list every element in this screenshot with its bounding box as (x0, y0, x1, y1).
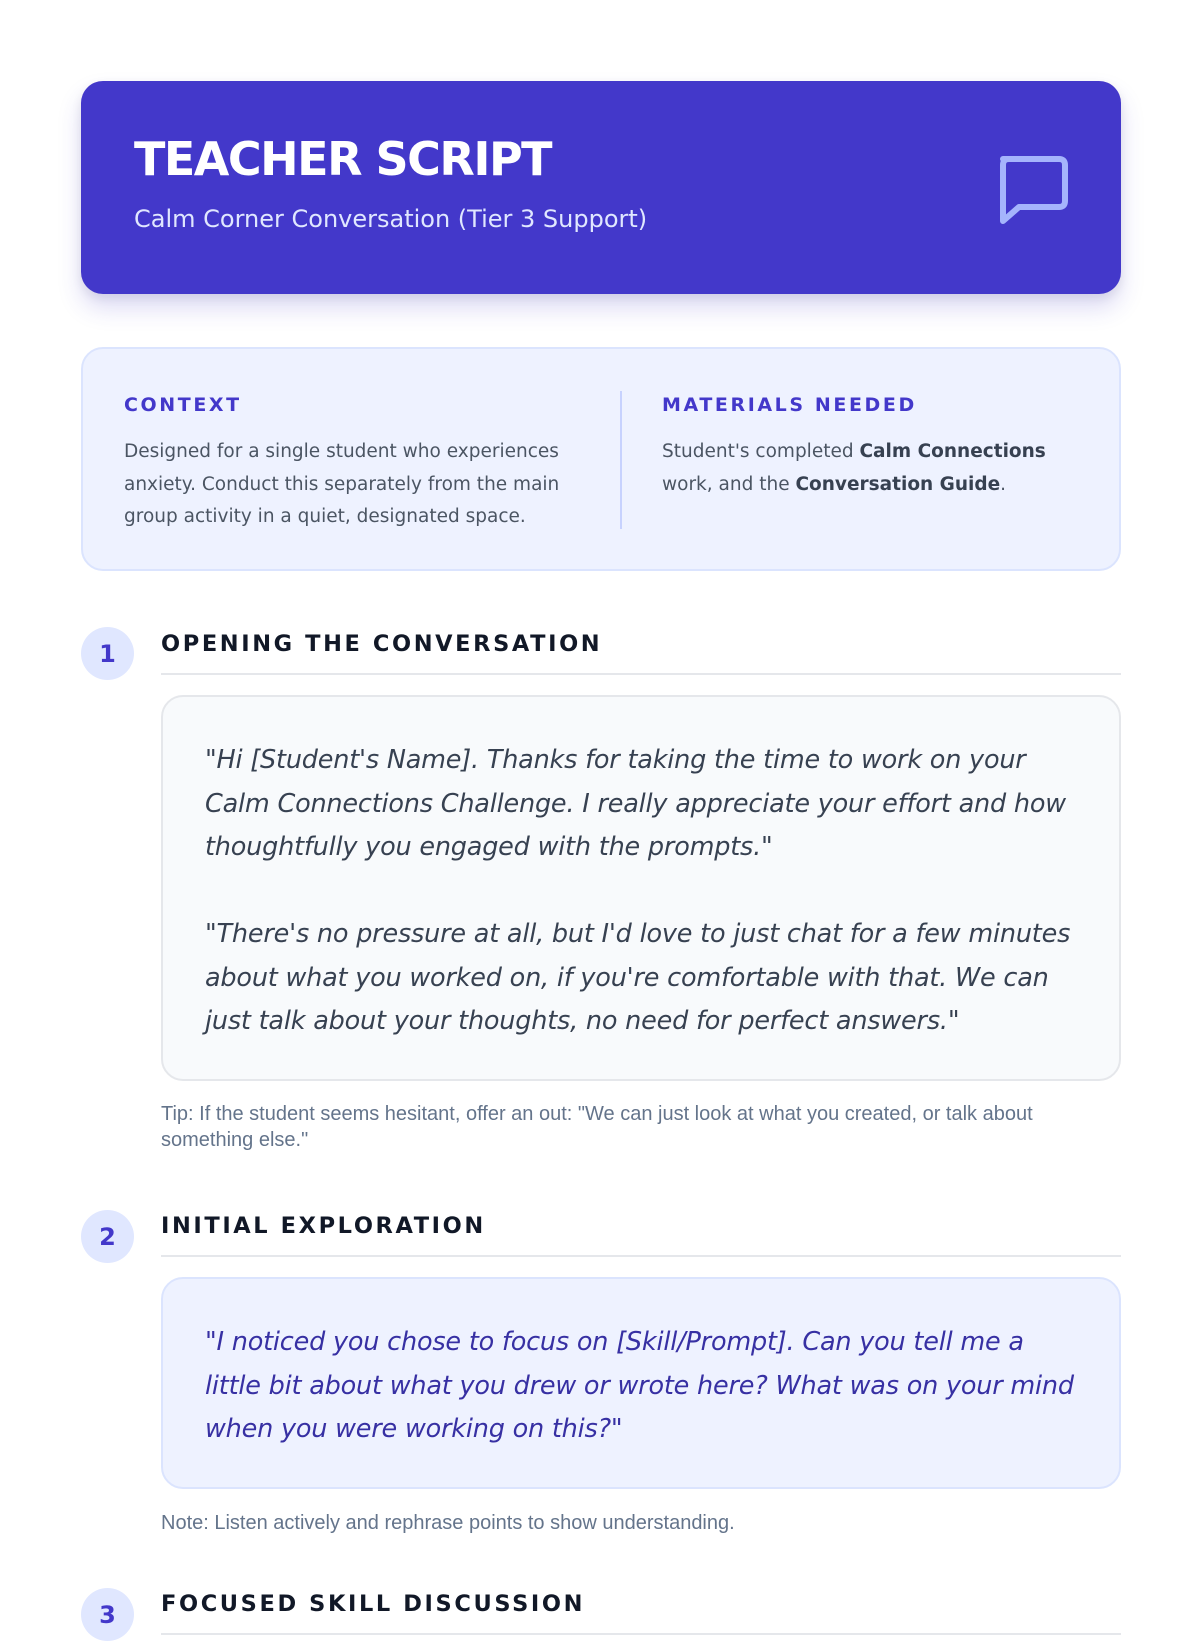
info-divider (620, 391, 622, 529)
step-note: Note: Listen actively and rephrase points to show understanding. (161, 1512, 735, 1534)
context-label: CONTEXT (124, 394, 242, 416)
materials-section (662, 393, 1082, 501)
materials-text-part: . (1000, 473, 1007, 495)
materials-label: MATERIALS NEEDED (662, 394, 917, 416)
step-number-badge: 2 (81, 1210, 134, 1263)
materials-text (662, 436, 1082, 501)
step-number-badge: 3 (81, 1588, 134, 1641)
materials-text-part: work, and the (662, 473, 796, 495)
step-title: FOCUSED SKILL DISCUSSION (161, 1591, 1121, 1635)
page-title: TEACHER SCRIPT (134, 132, 552, 186)
script-quote: "I noticed you chose to focus on [Skill/Prompt]. Can you tell me a little bit about what you drew or wrote here? What was on your mind when you were working on this?" (205, 1327, 1074, 1444)
materials-text-part: Student's completed (662, 441, 860, 462)
script-quote: "Hi [Student's Name]. Thanks for taking the time to work on your Calm Connections Challenge. I really appreciate your effort and how thoughtfully you engaged with the prompts." (205, 745, 1066, 862)
material-item-calm-connections: Calm Connections (859, 441, 1046, 462)
step-tip: Tip: If the student seems hesitant, offer an out: "We can just look at what you created, or talk about something else." (161, 1103, 1033, 1151)
script-quote-box (161, 1277, 1121, 1489)
step-title: OPENING THE CONVERSATION (161, 631, 1121, 675)
page-subtitle: Calm Corner Conversation (Tier 3 Support) (134, 205, 648, 233)
header-banner (81, 81, 1121, 294)
context-section (124, 393, 584, 534)
step-number-badge: 1 (81, 627, 134, 680)
script-quote: "There's no pressure at all, but I'd love to just chat for a few minutes about what you worked on, if you're comfortable with that. We can just talk about your thoughts, no need for perfect answers." (205, 919, 1071, 1036)
speech-bubble-icon (989, 151, 1073, 231)
script-quote-box (161, 695, 1121, 1081)
context-text: Designed for a single student who experiences anxiety. Conduct this separately from the main group activity in a quiet, designated space. (124, 441, 560, 527)
material-item-conversation-guide: Conversation Guide (795, 473, 1001, 495)
step-title: INITIAL EXPLORATION (161, 1213, 1121, 1257)
info-card (81, 347, 1121, 571)
